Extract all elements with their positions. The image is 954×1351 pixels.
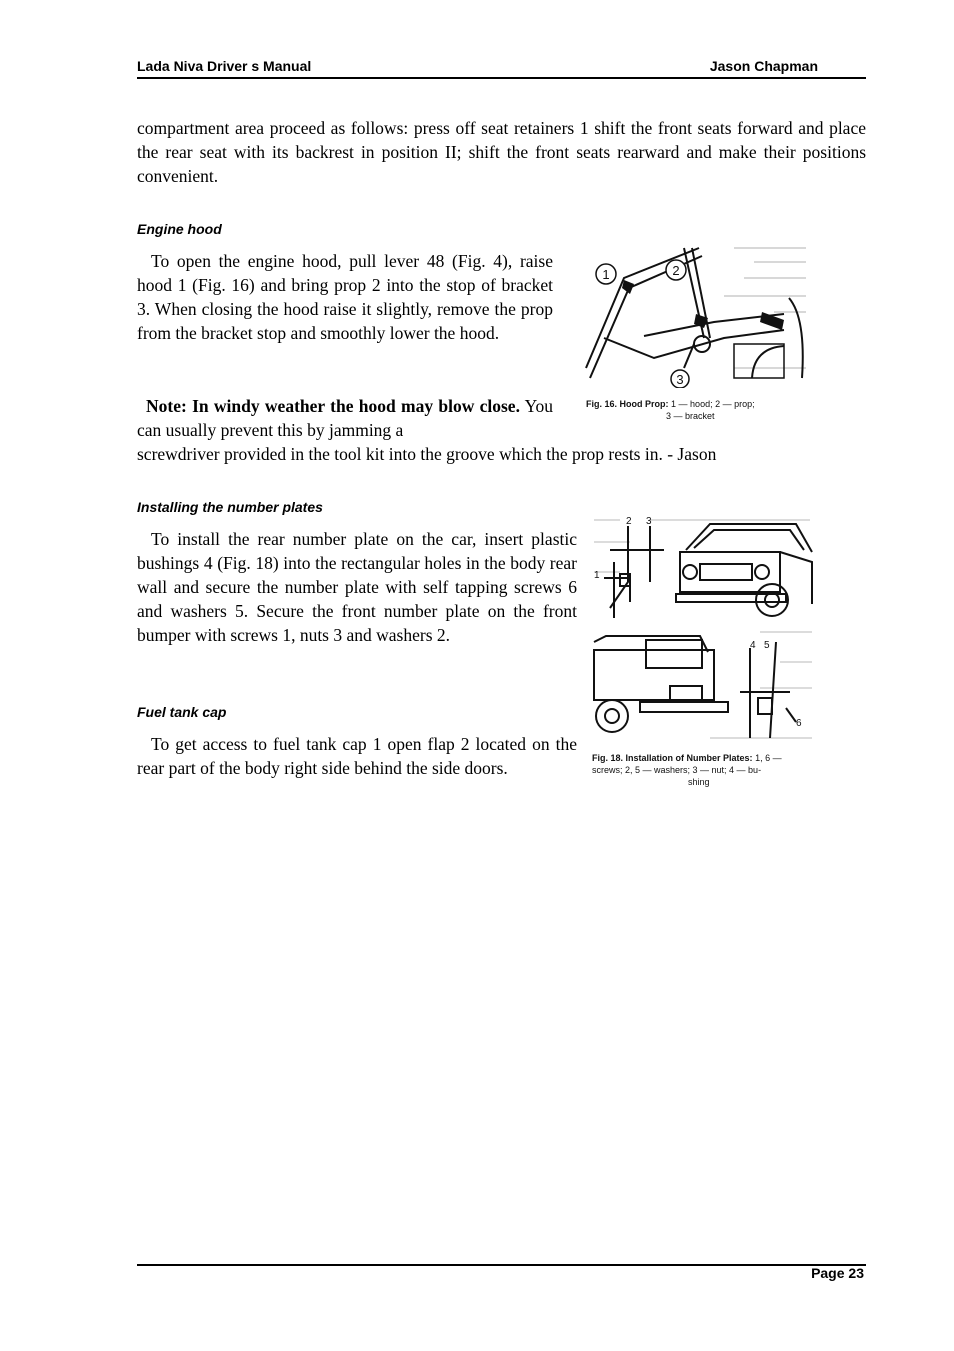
number-plates-heading: Installing the number plates xyxy=(137,499,323,515)
fig18-caption-title: Installation of Number Plates: xyxy=(625,753,753,763)
fig18-caption-text-1: 1, 6 — xyxy=(755,753,782,763)
fig18-label-2: 2 xyxy=(626,516,632,527)
fig16-caption-title: Hood Prop: xyxy=(619,399,669,409)
page-number: Page 23 xyxy=(811,1265,864,1281)
note-rest: You can usually prevent this by jamming a xyxy=(137,396,553,440)
header-author: Jason Chapman xyxy=(709,58,818,74)
fig16-caption-lead: Fig. 16. xyxy=(586,399,618,409)
fig18-label-1: 1 xyxy=(594,570,600,581)
fig18-label-4: 4 xyxy=(750,640,756,651)
engine-hood-note-continued: screwdriver provided in the tool kit into the groove which the prop rests in. - Jason xyxy=(137,444,717,464)
fig16-caption xyxy=(586,398,808,422)
number-plates-figure xyxy=(590,512,814,794)
number-plates-paragraph: To install the rear number plate on the car, insert plastic bushings 4 (Fig. 18) into the rectangular holes in the body rear wall and secure the number plate with self tapping screws 6 and washers 5. Secure the front number plate on the front bumper with screws 1, nuts 3 and washers 2. xyxy=(137,529,577,645)
fig18-label-3: 3 xyxy=(646,516,652,527)
callout-2-label: 2 xyxy=(672,263,680,278)
callout-3-label: 3 xyxy=(676,372,684,387)
callout-1-label: 1 xyxy=(602,267,610,282)
footer-rule xyxy=(137,1264,866,1266)
note-bold: Note: In windy weather the hood may blow close. xyxy=(146,396,520,416)
header-rule xyxy=(137,77,866,79)
hood-prop-illustration xyxy=(584,238,810,388)
fig18-caption-text-3: shing xyxy=(688,777,710,787)
engine-hood-note xyxy=(137,394,553,442)
fuel-cap-paragraph: To get access to fuel tank cap 1 open flap 2 located on the rear part of the body right side behind the side doors. xyxy=(137,734,577,778)
engine-hood-heading: Engine hood xyxy=(137,221,222,237)
number-plates-illustration xyxy=(590,512,814,748)
hood-prop-figure xyxy=(584,238,810,428)
fuel-cap-heading: Fuel tank cap xyxy=(137,704,227,720)
fig18-label-5: 5 xyxy=(764,640,770,651)
fig18-caption xyxy=(592,752,814,788)
header-title: Lada Niva Driver s Manual xyxy=(137,58,312,74)
engine-hood-paragraph: To open the engine hood, pull lever 48 (Fig. 4), raise hood 1 (Fig. 16) and bring prop 2 into the stop of bracket 3. When closing the hood raise it slightly, remove the prop from the bracket stop and smoothly lower the hood. xyxy=(137,251,553,343)
fig18-caption-lead: Fig. 18. xyxy=(592,753,624,763)
intro-paragraph: compartment area proceed as follows: press off seat retainers 1 shift the front seats forward and place the rear seat with its backrest in position II; shift the front seats rearward and make their positions convenient. xyxy=(137,118,866,186)
fig16-caption-text-1: 1 — hood; 2 — prop; xyxy=(671,399,755,409)
fig18-label-6: 6 xyxy=(796,718,802,729)
fig18-caption-text-2: screws; 2, 5 — washers; 3 — nut; 4 — bu- xyxy=(592,765,762,775)
fig16-caption-text-2: 3 — bracket xyxy=(666,411,715,421)
